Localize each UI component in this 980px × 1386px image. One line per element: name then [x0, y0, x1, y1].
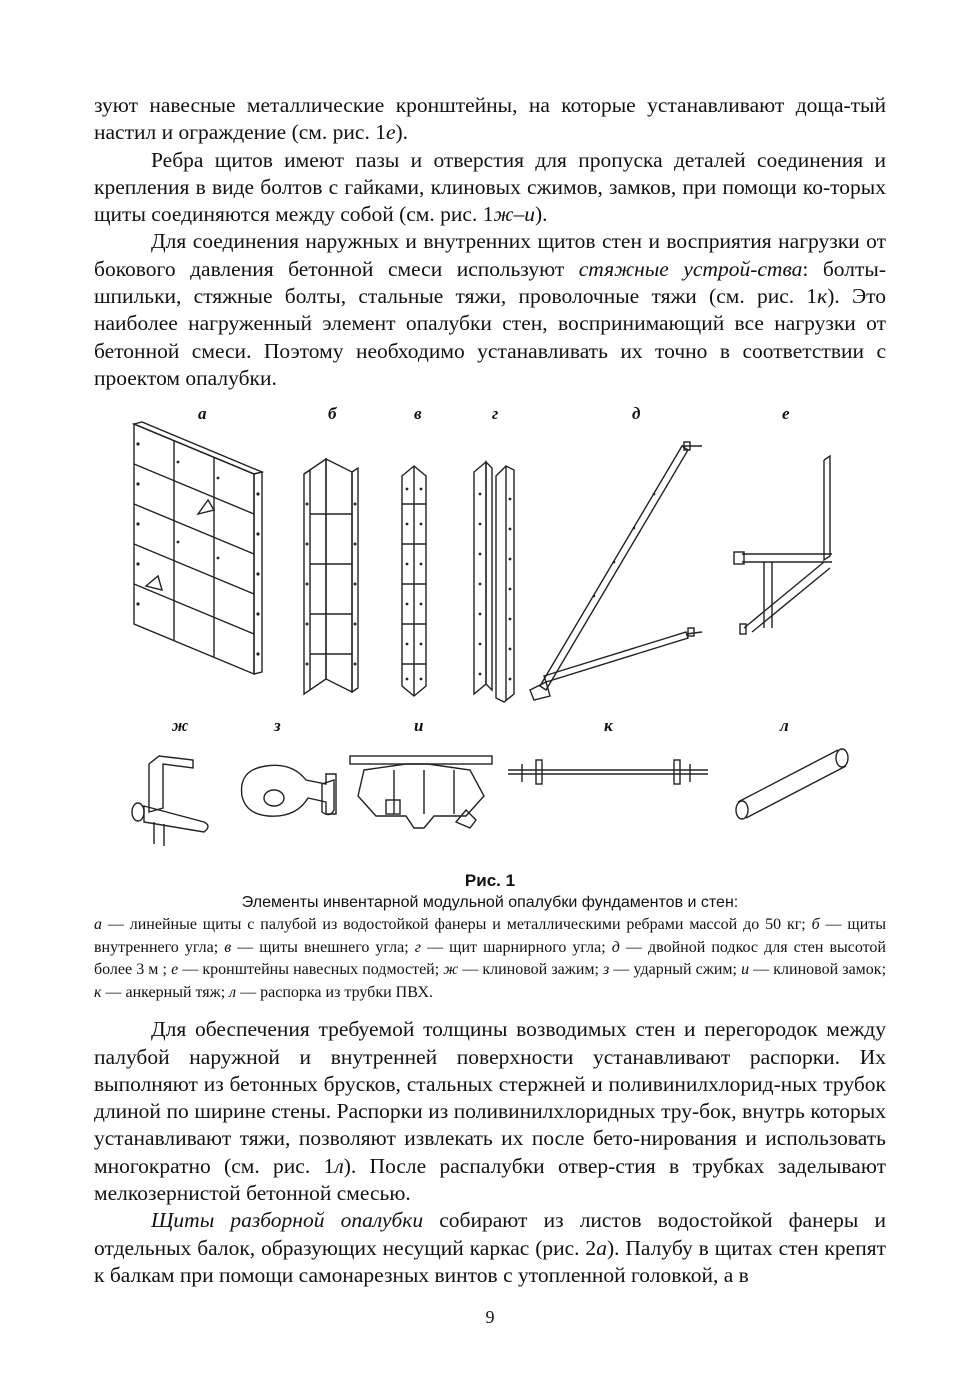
figure-label-e: е	[782, 404, 790, 424]
figure-label-zh: ж	[172, 716, 189, 736]
figure-caption-title: Рис. 1	[464, 871, 516, 891]
paragraph-5: Щиты разборной опалубки собирают из листов водостойкой фанеры и отдельных балок, образующих несущий каркас (рис. 2а). Палубу в щитах стен крепят к балкам при помощи самонарезных винтов с утопленной головкой, а в	[94, 1208, 886, 1287]
legend-key: а	[94, 916, 102, 934]
hinged-corner-panel-drawing	[474, 462, 514, 702]
inner-corner-panel-drawing	[304, 459, 358, 694]
wedge-clamp-drawing	[132, 756, 208, 846]
figure-1	[94, 404, 886, 866]
impact-clamp-drawing	[242, 766, 337, 817]
legend-text: — анкерный тяж;	[101, 983, 230, 1001]
figure-label-z: з	[274, 716, 281, 736]
legend-text: — двойной подкос для стен высотой более 3 м ;	[94, 938, 886, 979]
paragraph-1: зуют навесные металлические кронштейны, на которые устанавливают доща-тый настил и ограждение (см. рис. 1е).	[94, 93, 886, 145]
legend-key: и	[741, 961, 750, 979]
linear-panel-drawing	[134, 422, 262, 674]
legend-text: — клиновой замок;	[749, 961, 887, 979]
term-collapsible-panels: Щиты разборной опалубки	[151, 1208, 424, 1233]
figure-label-b: б	[328, 404, 337, 424]
term-tie-devices: стяжные устрой-ства	[578, 256, 803, 281]
legend-text: — щиты внутреннего угла;	[94, 916, 886, 956]
outer-corner-panel-drawing	[402, 466, 426, 696]
paragraph-4: Для обеспечения требуемой толщины возводимых стен и перегородок между палубой наружной и внутренней поверхности устанавливают распорки. Их выполняют из бетонных брусков, стальных стержней и поливинилхлорид-ных трубок длиной по ширине стены. Распорки из поливинилхлоридных тру-бок, внутрь которых устанавливают тяжи, позволяют извлекать их после бето-нирования и использовать многократно (см. рис. 1л). После распалубки отвер-стия в трубках заделывают мелкозернистой бетонной смесью.	[94, 1017, 886, 1206]
figure-label-a: а	[198, 404, 207, 424]
legend-key: л	[229, 983, 237, 1001]
page-number: 9	[485, 1307, 495, 1327]
legend-key: г	[414, 938, 422, 956]
paragraph-2: Ребра щитов имеют пазы и отверстия для пропуска деталей соединения и крепления в виде болтов с гайками, клиновых сжимов, замков, при помощи ко-торых щиты соединяются между собой (см. рис. 1ж–и).	[94, 147, 886, 227]
wedge-lock-drawing	[350, 756, 492, 828]
legend-key: е	[171, 961, 179, 979]
legend-text: — линейные щиты с палубой из водостойкой фанеры и металлическими ребрами массой до 50 кг;	[102, 916, 812, 934]
figure-label-v: в	[414, 404, 422, 424]
figure-label-d: д	[632, 404, 641, 424]
scaffold-bracket-drawing	[734, 456, 832, 634]
figure-label-g: г	[492, 404, 499, 424]
legend-key: к	[94, 983, 102, 1001]
legend-text: — ударный сжим;	[609, 961, 742, 979]
double-brace-drawing	[530, 442, 702, 700]
legend-text: — распорка из трубки ПВХ.	[236, 983, 434, 1001]
figure-legend	[94, 914, 886, 1004]
legend-text: — щит шарнирного угла;	[421, 938, 612, 956]
pvc-spacer-tube-drawing	[736, 749, 848, 819]
legend-key: д	[611, 938, 620, 956]
legend-key: в	[224, 938, 232, 956]
paragraph-3: Для соединения наружных и внутренних щитов стен и восприятия нагрузки от бокового давления бетонной смеси используют стяжные устрой-ства: болты-шпильки, стяжные болты, стальные тяжи, проволочные тяжи (см. рис. 1к). Это наиболее нагруженный элемент опалубки стен, воспринимающий все нагрузки от бетонной смеси. Поэтому необходимо устанавливать их точно в соответствии с проектом опалубки.	[94, 229, 887, 390]
legend-key: ж	[443, 961, 459, 979]
page-content	[94, 92, 886, 1289]
figure-label-k: к	[604, 716, 613, 736]
figure-label-l: л	[780, 716, 789, 736]
legend-text: — щиты внешнего угла;	[231, 938, 415, 956]
legend-text: — клиновой зажим;	[458, 961, 604, 979]
figure-caption-subtitle: Элементы инвентарной модульной опалубки фундаментов и стен:	[241, 894, 739, 912]
anchor-tie-drawing	[508, 760, 708, 784]
legend-key: з	[603, 961, 610, 979]
legend-key: б	[811, 916, 820, 934]
figure-label-i: и	[414, 716, 424, 736]
legend-text: — кронштейны навесных подмостей;	[178, 961, 444, 979]
